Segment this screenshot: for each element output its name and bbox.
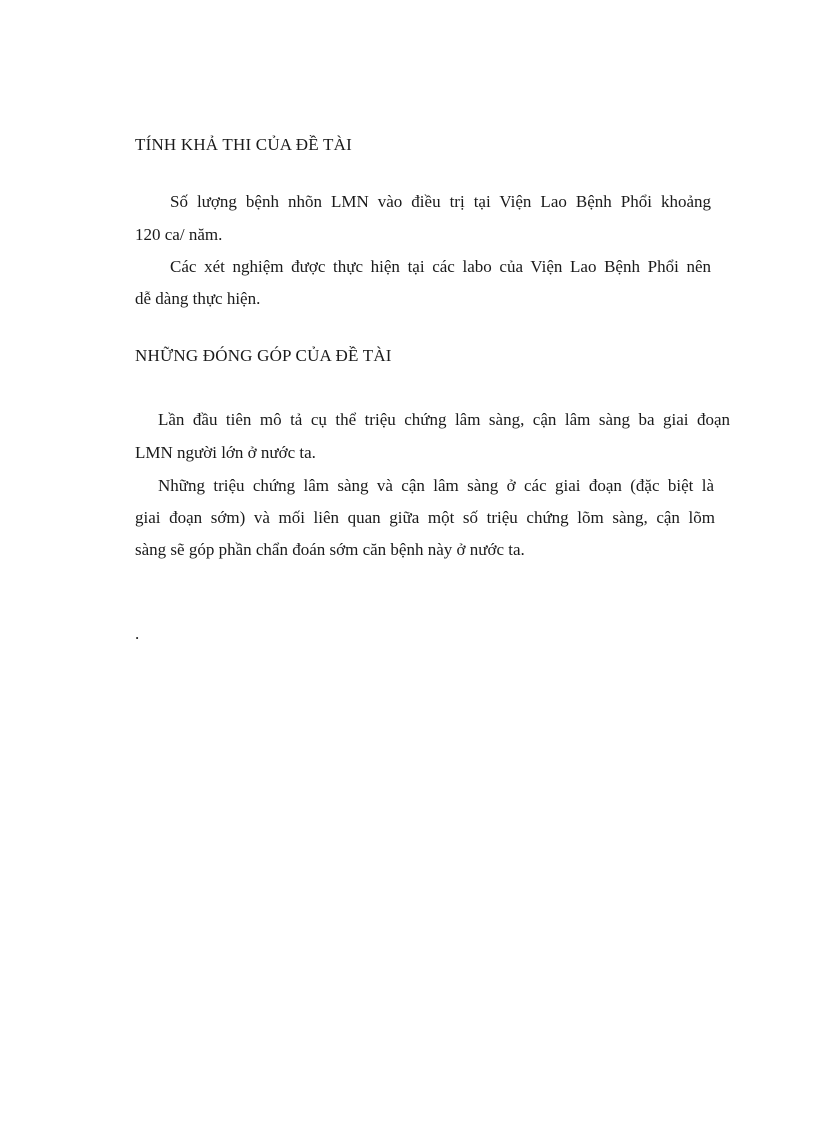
feasibility-heading: TÍNH KHẢ THI CỦA ĐỀ TÀI <box>135 135 352 154</box>
contributions-paragraph-2-line-1: Những triệu chứng lâm sàng và cận lâm sàng ở các giai đoạn (đặc biệt là <box>158 476 714 495</box>
feasibility-paragraph-1-line-2: 120 ca/ năm. <box>135 225 223 244</box>
feasibility-paragraph-2-line-1: Các xét nghiệm được thực hiện tại các labo của Viện Lao Bệnh Phổi nên <box>170 257 711 276</box>
feasibility-paragraph-2-line-2: dễ dàng thực hiện. <box>135 289 261 308</box>
contributions-paragraph-2-line-3: sàng sẽ góp phần chẩn đoán sớm căn bệnh này ở nước ta. <box>135 540 525 559</box>
contributions-paragraph-1-line-1: Lần đầu tiên mô tả cụ thể triệu chứng lâm sàng, cận lâm sàng ba giai đoạn <box>158 410 730 429</box>
contributions-paragraph-2-line-2: giai đoạn sớm) và mối liên quan giữa một số triệu chứng lõm sàng, cận lõm <box>135 508 715 527</box>
trailing-period: . <box>135 624 140 643</box>
contributions-heading: NHỮNG ĐÓNG GÓP CỦA ĐỀ TÀI <box>135 346 392 365</box>
contributions-paragraph-1-line-2: LMN người lớn ở nước ta. <box>135 443 316 462</box>
feasibility-paragraph-1-line-1: Số lượng bệnh nhõn LMN vào điều trị tại Viện Lao Bệnh Phổi khoảng <box>170 192 711 211</box>
